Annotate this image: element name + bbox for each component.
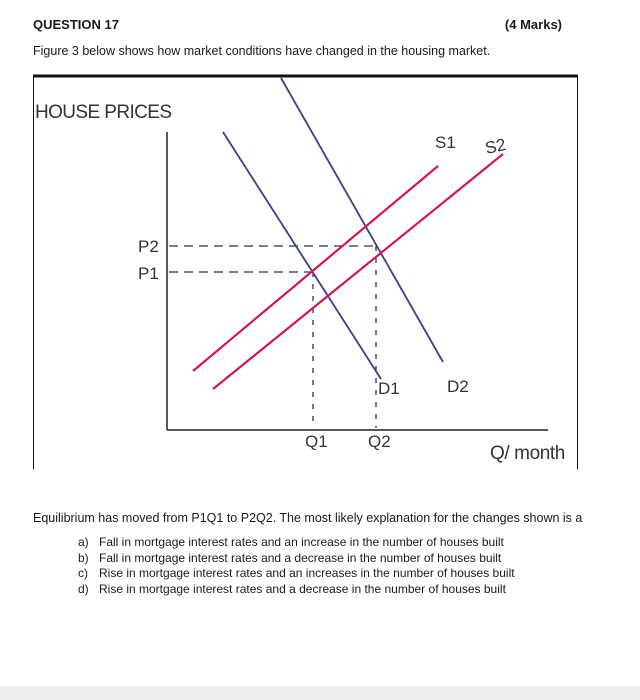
option-a[interactable] [78,535,515,551]
option-c-text: Rise in mortgage interest rates and an increases in the number of houses built [99,566,515,580]
quantity-label-q2: Q2 [368,432,391,451]
option-a-text: Fall in mortgage interest rates and an increase in the number of houses built [99,535,504,549]
supply-curve-s2 [213,154,503,389]
option-d-text: Rise in mortgage interest rates and a decrease in the number of houses built [99,581,506,596]
market-diagram-svg [33,74,578,469]
curve-label-s2: S2 [483,134,508,158]
option-b-text: Fall in mortgage interest rates and a decrease in the number of houses built [99,550,502,565]
supply-curve-s1 [193,166,438,371]
option-a-letter: a) [78,535,89,549]
curve-label-d1: D1 [378,379,400,398]
demand-curve-d2 [281,78,443,362]
demand-curve-d1 [223,132,381,379]
quantity-label-q1: Q1 [305,432,328,451]
option-c-letter: c) [78,566,88,580]
option-d[interactable] [78,582,515,598]
option-b[interactable] [78,551,515,567]
option-b-letter: b) [78,550,89,565]
question-title: QUESTION 17 [33,17,119,32]
price-label-p2: P2 [138,237,159,256]
question-text: Equilibrium has moved from P1Q1 to P2Q2. The most likely explanation for the changes shown is a [33,511,583,525]
curve-label-s1: S1 [435,133,456,152]
bottom-bar [0,686,640,700]
option-d-letter: d) [78,581,89,596]
market-diagram [33,74,578,469]
option-c[interactable] [78,566,515,582]
curve-label-d2: D2 [447,377,469,396]
figure-intro-text: Figure 3 below shows how market conditions have changed in the housing market. [33,44,491,58]
x-axis-label: Q/ month [490,443,565,464]
price-label-p1: P1 [138,264,159,283]
y-axis-label: HOUSE PRICES [35,102,172,123]
marks-label: (4 Marks) [504,17,562,32]
answer-options [78,535,515,597]
